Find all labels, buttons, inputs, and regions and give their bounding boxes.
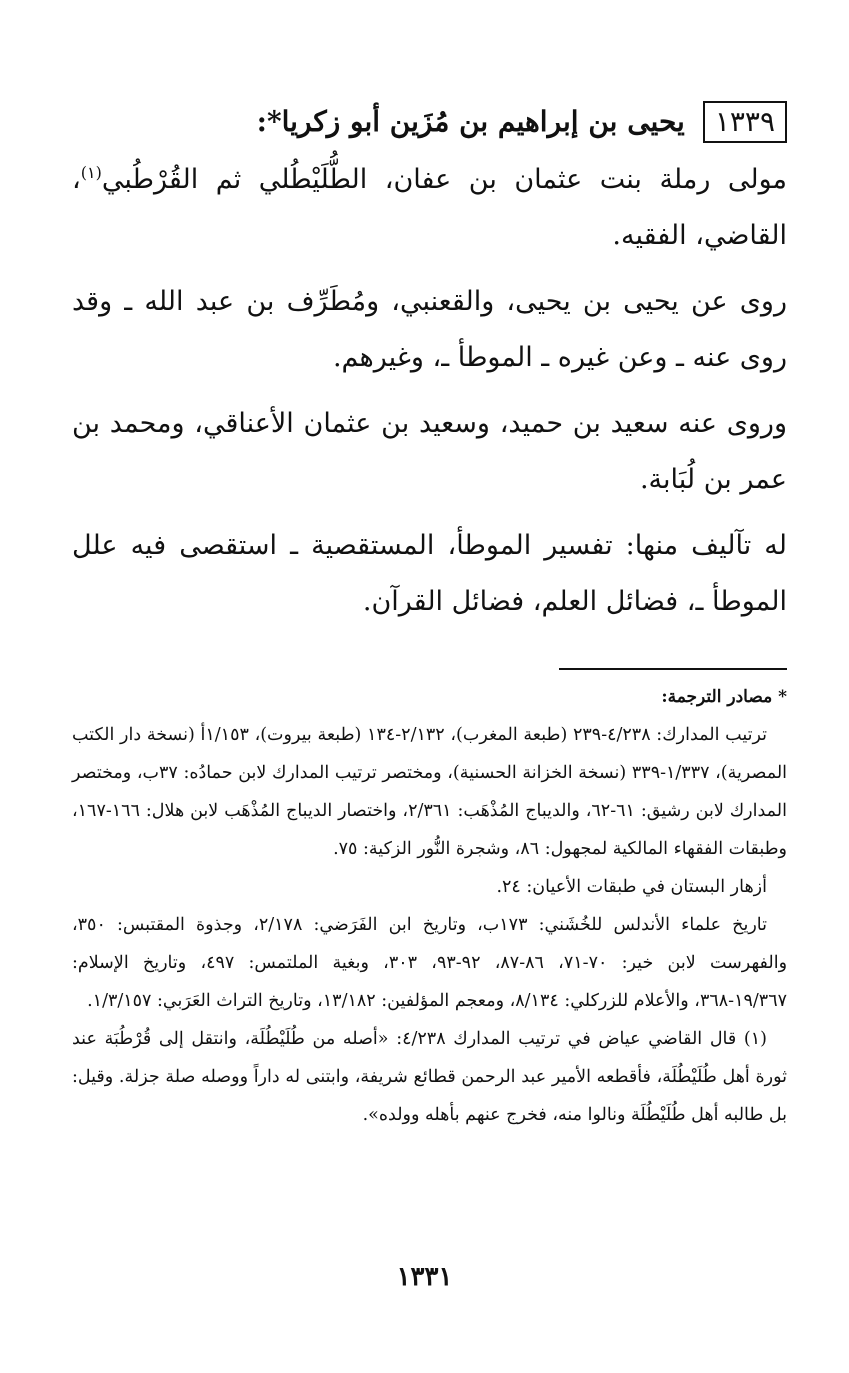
footnotes-area bbox=[72, 678, 787, 1134]
paragraph-identity bbox=[72, 152, 787, 264]
entry-title: يحيى بن إبراهيم بن مُزَين أبو زكريا*: bbox=[256, 105, 685, 138]
footnote-marker: (١) bbox=[80, 163, 102, 182]
footnote-1: (١) قال القاضي عياض في ترتيب المدارك ٤/٢٣٨: «أصله من طُلَيْطُلَة، وانتقل إلى قُرْطُبَة عند ثورة أهل طُلَيْطُلَة، فأقطعه الأمير عبد الرحمن قطائع شريفة، وابتنى له داراً ووصله صلة جزلة. وقيل: بل طالبه أهل طُلَيْطُلَة ونالوا منه، فخرج عنهم بأهله وولده». bbox=[72, 1029, 787, 1125]
paragraph-narrated-from: روى عن يحيى بن يحيى، والقعنبي، ومُطَرِّف بن عبد الله ـ وقد روى عنه ـ وعن غيره ـ الموطأ ـ، وغيرهم. bbox=[72, 286, 788, 373]
paragraph-works: له تآليف منها: تفسير الموطأ، المستقصية ـ استقصى فيه علل الموطأ ـ، فضائل العلم، فضائل القرآن. bbox=[72, 530, 787, 617]
page-number: ١٣٣١ bbox=[396, 1262, 453, 1292]
sources-heading: * مصادر الترجمة: bbox=[661, 687, 787, 707]
entry-number-box: ١٣٣٩ bbox=[703, 101, 787, 143]
source-entry: أزهار البستان في طبقات الأعيان: ٢٤. bbox=[496, 877, 767, 897]
identity-text-end: ، القاضي، الفقيه. bbox=[72, 164, 787, 251]
footnote-separator bbox=[559, 668, 787, 670]
source-entry: تاريخ علماء الأندلس للخُشَني: ١٧٣ب، وتاريخ ابن الفَرَضي: ٢/١٧٨، وجذوة المقتبس: ٣٥٠، والفهرست لابن خير: ٧٠-٧١، ٨٦-٨٧، ٩٢-٩٣، ٣٠٣، وبغية الملتمس: ٤٩٧، وتاريخ الإسلام: ١٩/٣٦٧-٣٦٨، والأعلام للزركلي: ٨/١٣٤، ومعجم المؤلفين: ١٣/١٨٢، وتاريخ التراث العَرَبي: ١/٣/١٥٧. bbox=[72, 915, 788, 1011]
paragraph-narrated-by: وروى عنه سعيد بن حميد، وسعيد بن عثمان الأعناقي، ومحمد بن عمر بن لُبَابة. bbox=[72, 408, 787, 495]
identity-text: مولى رملة بنت عثمان بن عفان، الطُّلَيْطُلي ثم القُرْطُبي bbox=[101, 164, 787, 195]
main-text bbox=[72, 92, 787, 638]
entry-heading bbox=[72, 92, 787, 152]
source-entry: ترتيب المدارك: ٤/٢٣٨-٢٣٩ (طبعة المغرب)، ٢/١٣٢-١٣٤ (طبعة بيروت)، ١/١٥٣أ (نسخة دار الكتب المصرية)، ١/٣٣٧-٣٣٩ (نسخة الخزانة الحسنية)، ومختصر ترتيب المدارك لابن حمادُه: ٣٧ب، ومختصر المدارك لابن رشيق: ٦١-٦٢، والديباج المُذْهَب: ٢/٣٦١، واختصار الديباج المُذْهَب لابن هلال: ١٦٦-١٦٧، وطبقات الفقهاء المالكية لمجهول: ٨٦، وشجرة النُّور الزكية: ٧٥. bbox=[72, 725, 788, 859]
